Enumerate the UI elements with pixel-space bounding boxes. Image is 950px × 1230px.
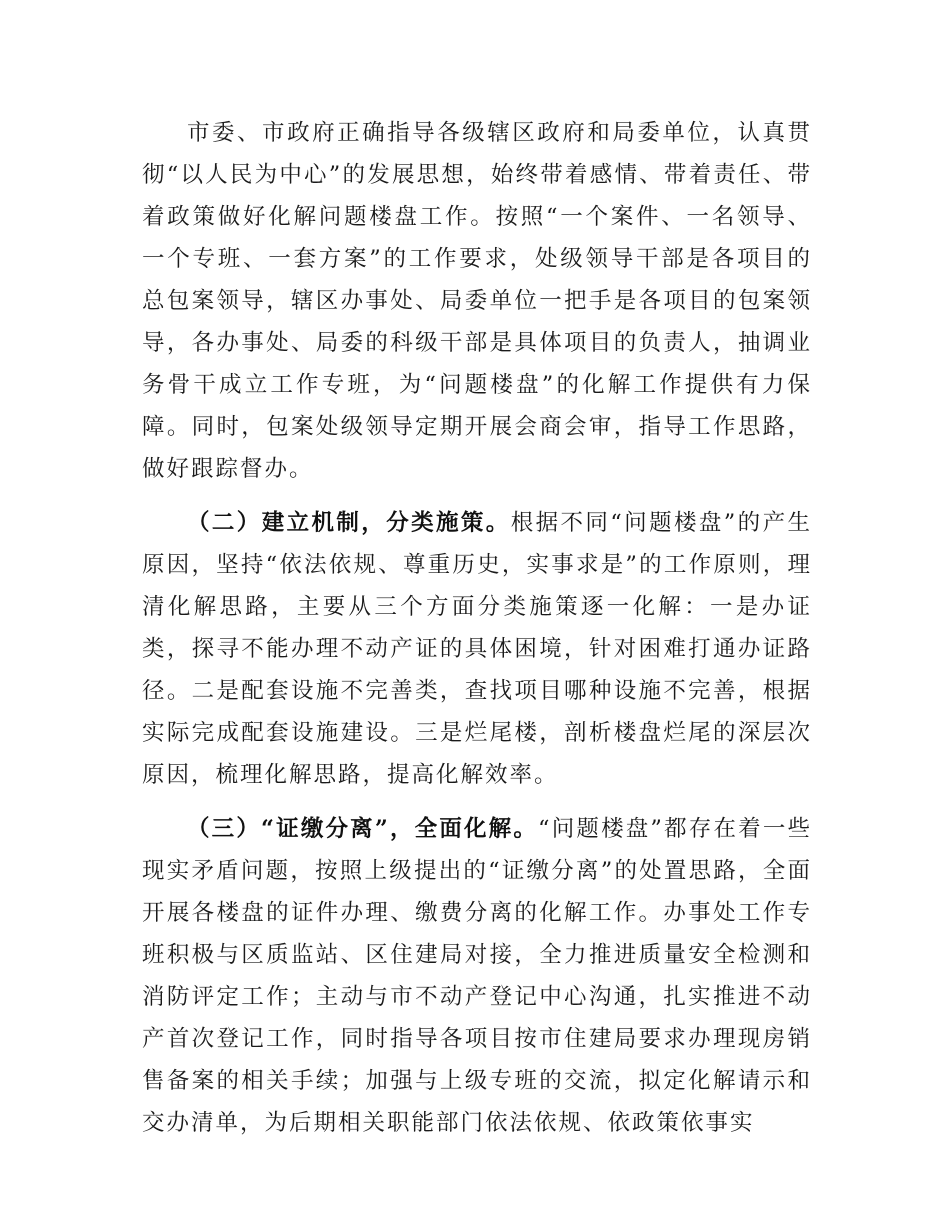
paragraph-separation	[142, 808, 812, 1144]
paragraph-text: 根据不同“问题楼盘”的产生原因，坚持“依法依规、尊重历史，实事求是”的工作原则，理清化解思路，主要从三个方面分类施策逐一化解：一是办证类，探寻不能办理不动产证的具体困境，针对困难打通办证路径。二是配套设施不完善类，查找项目哪种设施不完善，根据实际完成配套设施建设。三是烂尾楼，剖析楼盘烂尾的深层次原因，梳理化解思路，提高化解效率。	[142, 510, 812, 788]
paragraph-text: 市委、市政府正确指导各级辖区政府和局委单位，认真贯彻“以人民为中心”的发展思想，始终带着感情、带着责任、带着政策做好化解问题楼盘工作。按照“一个案件、一名领导、一个专班、一套方案”的工作要求，处级领导干部是各项目的总包案领导，辖区办事处、局委单位一把手是各项目的包案领导，各办事处、局委的科级干部是具体项目的负责人，抽调业务骨干成立工作专班，为“问题楼盘”的化解工作提供有力保障。同时，包案处级领导定期开展会商会审，指导工作思路，做好跟踪督办。	[142, 120, 812, 482]
document-body	[142, 112, 812, 1144]
section-heading-separation: （三）“证缴分离”，全面化解。	[187, 816, 539, 842]
paragraph-leadership	[142, 112, 812, 490]
paragraph-mechanism	[142, 502, 812, 796]
section-heading-mechanism: （二）建立机制，分类施策。	[187, 510, 511, 536]
paragraph-text: “问题楼盘”都存在着一些现实矛盾问题，按照上级提出的“证缴分离”的处置思路，全面开展各楼盘的证件办理、缴费分离的化解工作。办事处工作专班积极与区质监站、区住建局对接，全力推进质量安全检测和消防评定工作；主动与市不动产登记中心沟通，扎实推进不动产首次登记工作，同时指导各项目按市住建局要求办理现房销售备案的相关手续；加强与上级专班的交流，拟定化解请示和交办清单，为后期相关职能部门依法依规、依政策依事实	[142, 816, 812, 1136]
